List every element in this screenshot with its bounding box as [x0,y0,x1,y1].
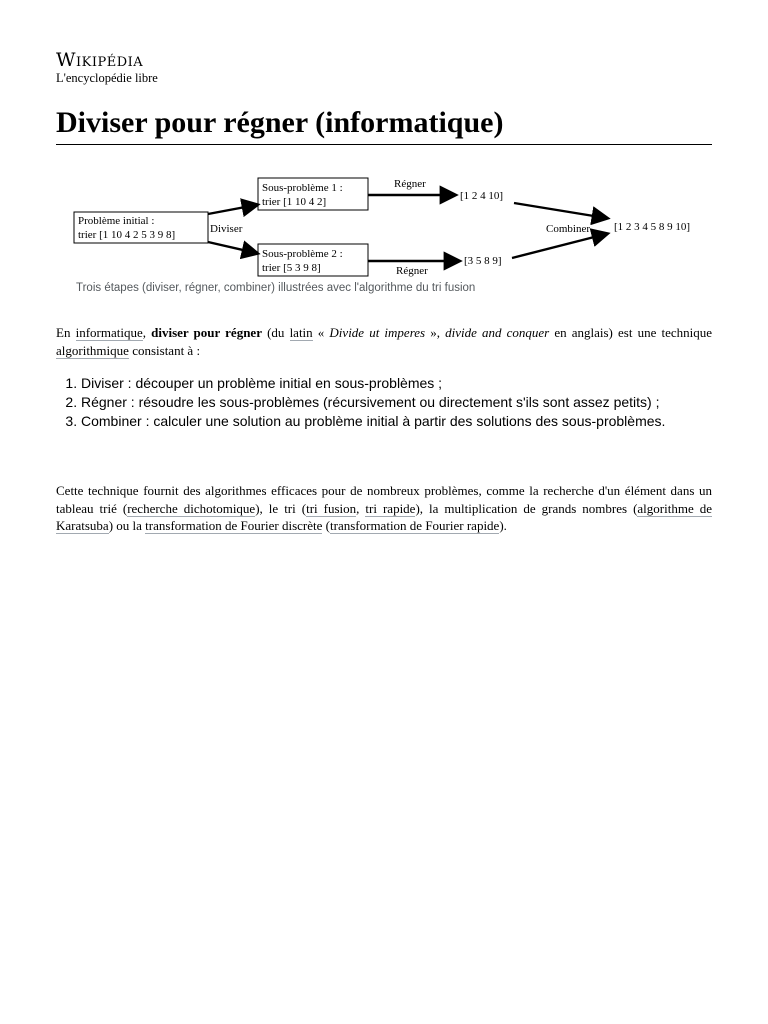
steps-list [56,375,691,432]
applications-paragraph [56,482,712,535]
para2-text-3: , [356,500,366,516]
link-fourier-rapide[interactable]: transformation de Fourier rapide [330,518,500,533]
conquer-label-bottom: Régner [396,265,428,277]
logo-wordmark: Wikipédia [56,49,144,71]
divide-label: Diviser [210,223,243,235]
para2-text-5: ) ou la [108,518,146,533]
figure-caption: Trois étapes (diviser, régner, combiner) illustrées avec l'algorithme du tri fusion [76,282,476,294]
intro-text-1: En [56,325,76,340]
wikipedia-logo[interactable] [56,50,158,85]
intro-latin-phrase: Divide ut imperes [329,325,426,340]
para2-text-1: Cette technique fournit des algorithmes efficaces pour de nombreux problèmes, comme la recherche d'un élément dans un tableau trié ( [56,483,712,516]
link-informatique[interactable]: informatique [75,325,143,340]
conquer-label-top: Régner [394,178,426,190]
result-2: [3 5 8 9] [464,255,502,267]
combine-label: Combiner [546,223,590,235]
combine-arrow-top [514,203,606,218]
link-latin[interactable]: latin [289,325,313,340]
divide-arrow-top [208,205,256,214]
link-karatsuba[interactable]: algorithme de Karatsuba [56,500,712,533]
page-title: Diviser pour régner (informatique) [56,104,712,145]
result-1: [1 2 4 10] [460,190,504,202]
initial-problem-line2: trier [1 10 4 2 5 3 9 8] [78,229,176,241]
intro-text-2: , [142,325,152,340]
combine-arrow-bottom [512,234,606,258]
intro-text-4: « [312,325,330,340]
intro-text-5: », [425,325,446,340]
para2-text-2: ), le tri ( [255,500,307,516]
logo-tagline: L'encyclopédie libre [56,71,158,85]
link-tri-fusion[interactable]: tri fusion [306,500,357,516]
divide-conquer-diagram [56,168,716,278]
initial-problem-line1: Problème initial : [78,215,155,227]
link-recherche-dichotomique[interactable]: recherche dichotomique [127,500,256,516]
intro-bold-term: diviser pour régner [151,325,262,340]
link-fourier-discrete[interactable]: transformation de Fourier discrète [145,518,323,533]
para2-text-7: ). [499,518,507,533]
list-item: 3. Combiner : calculer une solution au problème initial à partir des solutions des sous-problèmes. [81,413,691,430]
intro-paragraph [56,324,712,359]
subproblem-1-line2: trier [1 10 4 2] [262,196,327,208]
link-algorithmique[interactable]: algorithmique [56,342,129,358]
intro-english-phrase: divide and conquer [445,325,550,340]
final-result: [1 2 3 4 5 8 9 10] [614,221,691,233]
intro-text-6: en anglais) est une technique [549,325,712,340]
list-item: 2. Régner : résoudre les sous-problèmes (récursivement ou directement s'ils sont assez petits) ; [81,394,691,411]
link-tri-rapide[interactable]: tri rapide [365,500,416,516]
subproblem-1-line1: Sous-problème 1 : [262,182,343,194]
intro-text-7: consistant à : [128,342,201,358]
list-item: 1. Diviser : découper un problème initial en sous-problèmes ; [81,375,691,392]
subproblem-2-line1: Sous-problème 2 : [262,248,343,260]
divide-arrow-bottom [208,242,256,253]
para2-text-4: ), la multiplication de grands nombres ( [415,500,638,516]
intro-text-3: (du [261,325,290,340]
subproblem-2-line2: trier [5 3 9 8] [262,262,321,274]
para2-text-6: ( [322,518,331,533]
diagram-figure [56,168,716,298]
